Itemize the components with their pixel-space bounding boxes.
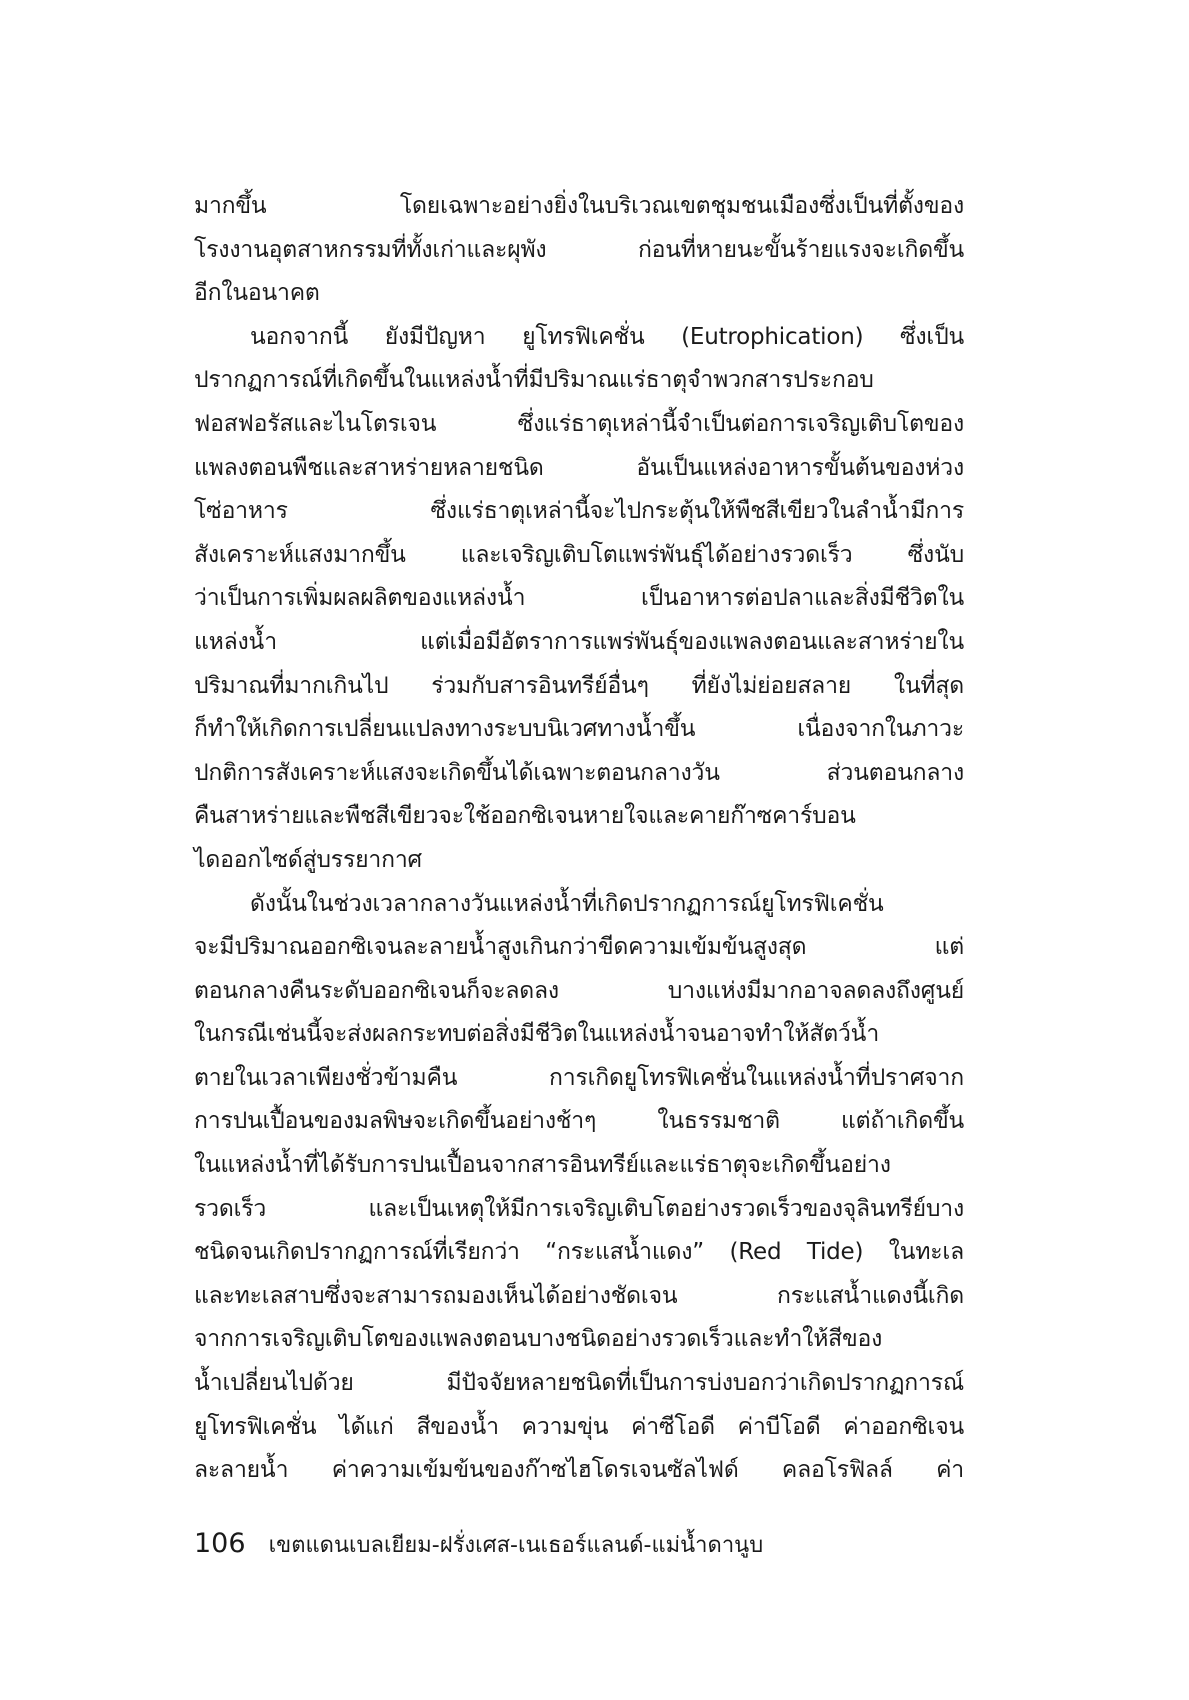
text-line: รวดเร็ว และเป็นเหตุให้มีการเจริญเติบโตอย่างรวดเร็วของจุลินทรีย์บาง bbox=[194, 1195, 964, 1222]
text-line: สังเคราะห์แสงมากขึ้น และเจริญเติบโตแพร่พันธุ์ได้อย่างรวดเร็ว ซึ่งนับ bbox=[194, 541, 964, 568]
text-line: จากการเจริญเติบโตของแพลงตอนบางชนิดอย่างรวดเร็วและทำให้สีของ bbox=[194, 1326, 883, 1353]
text-line: ยูโทรฟิเคชั่น ได้แก่ สีของน้ำ ความขุ่น ค่าซีโอดี ค่าบีโอดี ค่าออกซิเจน bbox=[194, 1413, 964, 1440]
text-line: ตายในเวลาเพียงชั่วข้ามคืน การเกิดยูโทรฟิเคชั่นในแหล่งน้ำที่ปราศจาก bbox=[194, 1064, 964, 1091]
text-line: ก็ทำให้เกิดการเปลี่ยนแปลงทางระบบนิเวศทางน้ำขึ้น เนื่องจากในภาวะ bbox=[194, 716, 964, 743]
text-line: ในแหล่งน้ำที่ได้รับการปนเปื้อนจากสารอินทรีย์และแร่ธาตุจะเกิดขึ้นอย่าง bbox=[194, 1152, 891, 1179]
page-footer bbox=[194, 1524, 964, 1564]
text-line: โซ่อาหาร ซึ่งแร่ธาตุเหล่านี้จะไปกระตุ้นให้พืชสีเขียวในลำน้ำมีการ bbox=[194, 498, 964, 525]
text-line: ปริมาณที่มากเกินไป ร่วมกับสารอินทรีย์อื่นๆ ที่ยังไม่ย่อยสลาย ในที่สุด bbox=[194, 672, 964, 699]
text-line: แพลงตอนพืชและสาหร่ายหลายชนิด อันเป็นแหล่งอาหารขั้นต้นของห่วง bbox=[194, 454, 964, 481]
text-line: และทะเลสาบซึ่งจะสามารถมองเห็นได้อย่างชัดเจน กระแสน้ำแดงนี้เกิด bbox=[194, 1282, 964, 1309]
text-line: ตอนกลางคืนระดับออกซิเจนก็จะลดลง บางแห่งมีมากอาจลดลงถึงศูนย์ bbox=[194, 977, 964, 1004]
text-line: คืนสาหร่ายและพืชสีเขียวจะใช้ออกซิเจนหายใจและคายก๊าซคาร์บอน bbox=[194, 803, 856, 830]
body-text bbox=[194, 185, 964, 1493]
text-line: จะมีปริมาณออกซิเจนละลายน้ำสูงเกินกว่าขีดความเข้มข้นสูงสุด แต่ bbox=[194, 934, 964, 961]
text-line: ปรากฏการณ์ที่เกิดขึ้นในแหล่งน้ำที่มีปริมาณแร่ธาตุจำพวกสารประกอบ bbox=[194, 367, 874, 394]
page-number: 106 bbox=[194, 1528, 246, 1559]
text-line: อีกในอนาคต bbox=[194, 280, 320, 307]
text-line: นอกจากนี้ ยังมีปัญหา ยูโทรฟิเคชั่น (Eutrophication) ซึ่งเป็น bbox=[250, 323, 964, 350]
text-line: ไดออกไซด์สู่บรรยากาศ bbox=[194, 846, 422, 873]
text-line: ในกรณีเช่นนี้จะส่งผลกระทบต่อสิ่งมีชีวิตในแหล่งน้ำจนอาจทำให้สัตว์น้ำ bbox=[194, 1021, 880, 1048]
text-line: ว่าเป็นการเพิ่มผลผลิตของแหล่งน้ำ เป็นอาหารต่อปลาและสิ่งมีชีวิตใน bbox=[194, 585, 964, 612]
text-line: ดังนั้นในช่วงเวลากลางวันแหล่งน้ำที่เกิดปรากฏการณ์ยูโทรฟิเคชั่น bbox=[250, 890, 884, 917]
text-line: ฟอสฟอรัสและไนโตรเจน ซึ่งแร่ธาตุเหล่านี้จำเป็นต่อการเจริญเติบโตของ bbox=[194, 410, 964, 437]
text-line: มากขึ้น โดยเฉพาะอย่างยิ่งในบริเวณเขตชุมชนเมืองซึ่งเป็นที่ตั้งของ bbox=[194, 193, 964, 219]
text-line: ชนิดจนเกิดปรากฏการณ์ที่เรียกว่า “กระแสน้ำแดง” (Red Tide) ในทะเล bbox=[194, 1239, 964, 1266]
text-line: โรงงานอุตสาหกรรมที่ทั้งเก่าและผุพัง ก่อนที่หายนะขั้นร้ายแรงจะเกิดขึ้น bbox=[194, 236, 964, 263]
text-line: ละลายน้ำ ค่าความเข้มข้นของก๊าซไฮโดรเจนซัลไฟด์ คลอโรฟิลล์ ค่า bbox=[194, 1457, 964, 1484]
text-line: การปนเปื้อนของมลพิษจะเกิดขึ้นอย่างช้าๆ ในธรรมชาติ แต่ถ้าเกิดขึ้น bbox=[194, 1108, 964, 1135]
text-line: น้ำเปลี่ยนไปด้วย มีปัจจัยหลายชนิดที่เป็นการบ่งบอกว่าเกิดปรากฏการณ์ bbox=[194, 1370, 964, 1397]
text-line: แหล่งน้ำ แต่เมื่อมีอัตราการแพร่พันธุ์ของแพลงตอนและสาหร่ายใน bbox=[194, 628, 964, 655]
running-title: เขตแดนเบลเยียม-ฝรั่งเศส-เนเธอร์แลนด์-แม่น้ำดานูบ bbox=[268, 1533, 764, 1558]
text-line: ปกติการสังเคราะห์แสงจะเกิดขึ้นได้เฉพาะตอนกลางวัน ส่วนตอนกลาง bbox=[194, 759, 964, 786]
